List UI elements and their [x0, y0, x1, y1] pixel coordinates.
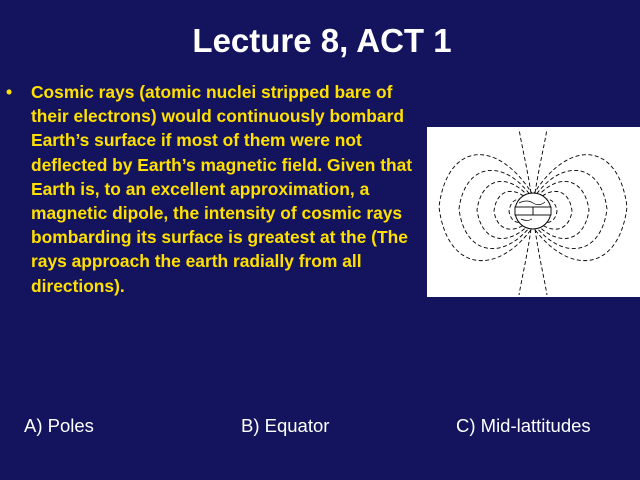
- question-bullet: [6, 80, 426, 298]
- answer-option-a: A) Poles: [24, 415, 94, 436]
- slide-title: Lecture 8, ACT 1: [192, 22, 452, 59]
- question-text: Cosmic rays (atomic nuclei stripped bare of their electrons) would continuously bombard Earth’s surface if most of them were not deflected by Earth’s magnetic field. Given that Earth is, to an excellent approximation, a magnetic dipole, the intensity of cosmic rays bombarding its surface is greatest at the (The rays approach the earth radially from all directions).: [31, 82, 413, 296]
- answer-option-c: C) Mid-lattitudes: [456, 415, 591, 436]
- dipole-field-figure: [427, 127, 640, 297]
- answer-option-b: B) Equator: [241, 415, 330, 436]
- magnetic-dipole-field-icon: [427, 127, 640, 297]
- bullet-marker: •: [6, 82, 13, 102]
